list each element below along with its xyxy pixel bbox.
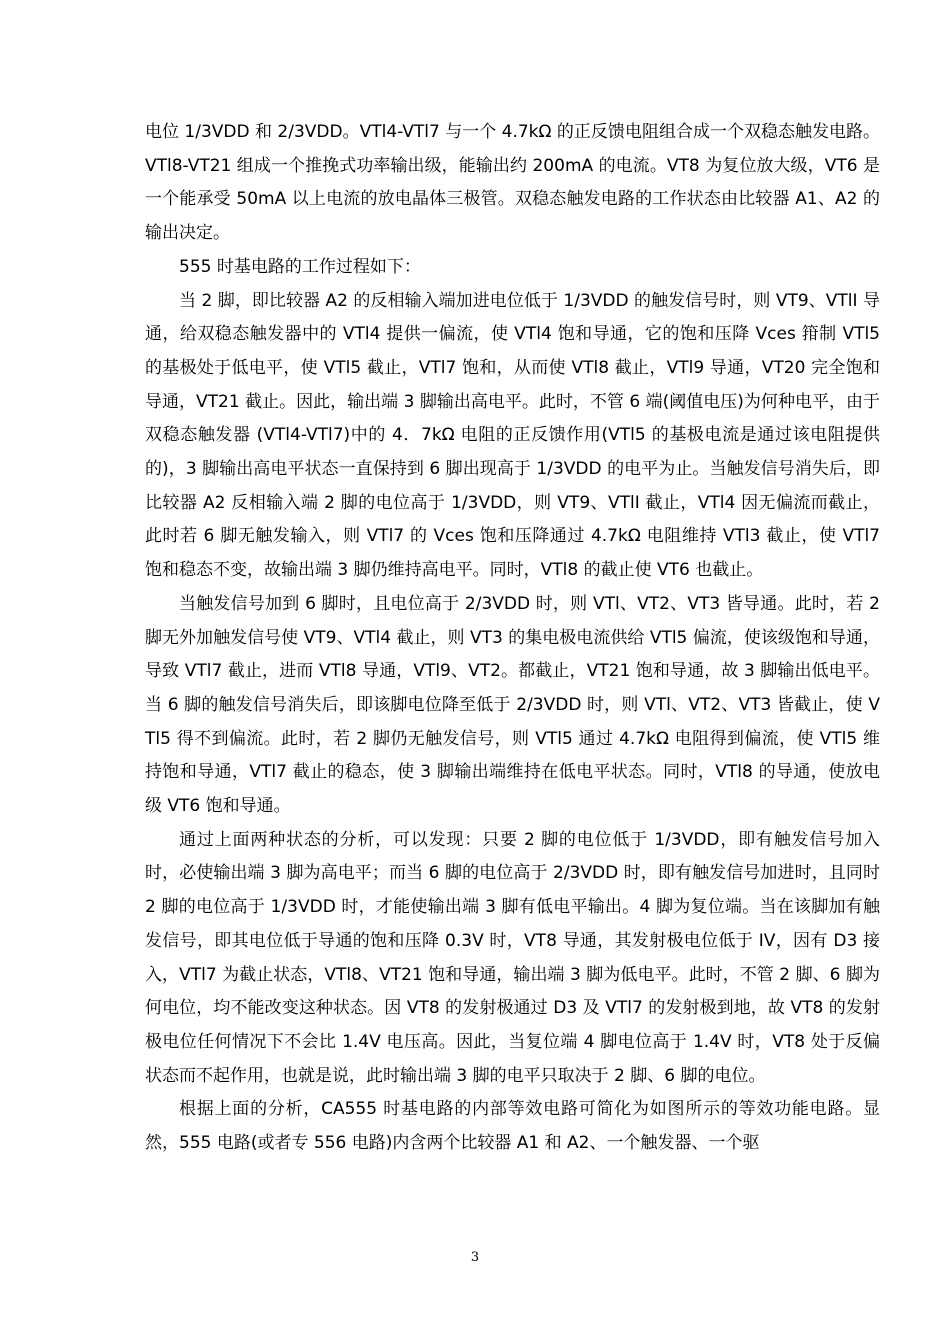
paragraph-continuation: 电位 1/3VDD 和 2/3VDD。VTl4-VTl7 与一个 4.7kΩ 的正反馈电阻组合成一个双稳态触发电路。VTl8-VT21 组成一个推挽式功率输出级，能输出约 200mA 的电流。VT8 为复位放大级，VT6 是一个能承受 50mA 以上电流的放电晶体三极管。双稳态触发电路的工作状态由比较器 A1、A2 的输出决定。 bbox=[145, 122, 880, 244]
paragraph-process-intro: 555 时基电路的工作过程如下： bbox=[179, 256, 421, 277]
paragraph-trigger-pin6: 当触发信号加到 6 脚时，且电位高于 2/3VDD 时，则 VTl、VT2、VT3 皆导通。此时，若 2 脚无外加触发信号使 VT9、VTl4 截止，则 VT3 的集电极电流供给 VTl5 偏流，使该级饱和导通，导致 VTl7 截止，进而 VTl8 导通，VTl9、VT2。都截止，VT21 饱和导通，故 3 脚输出低电平。当 6 脚的触发信号消失后，即该脚电位降至低于 2/3VDD 时，则 VTl、VT2、VT3 皆截止，使 VTl5 得不到偏流。此时，若 2 脚仍无触发信号，则 VTl5 通过 4.7kΩ 电阻得到偏流，使 VTl5 维持饱和导通，VTl7 截止的稳态，使 3 脚输出端维持在低电平状态。同时，VTl8 的导通，使放电级 VT6 饱和导通。 bbox=[145, 593, 880, 817]
paragraph-equivalent-circuit: 根据上面的分析，CA555 时基电路的内部等效电路可简化为如图所示的等效功能电路。显然，555 电路(或者专 556 电路)内含两个比较器 A1 和 A2、一个触发器、一个驱 bbox=[145, 1099, 880, 1154]
page-number: 3 bbox=[470, 1250, 480, 1265]
paragraph-trigger-pin2: 当 2 脚，即比较器 A2 的反相输入端加进电位低于 1/3VDD 的触发信号时，则 VT9、VTlI 导通，给双稳态触发器中的 VTl4 提供一偏流，使 VTl4 饱和导通，它的饱和压降 Vces 箝制 VTl5 的基极处于低电平，使 VTl5 截止，VTl7 饱和，从而使 VTl8 截止，VTl9 导通，VT20 完全饱和导通，VT21 截止。因此，输出端 3 脚输出高电平。此时，不管 6 端(阈值电压)为何种电平，由于双稳态触发器 (VTl4-VTl7)中的 4．7kΩ 电阻的正反馈作用(VTl5 的基极电流是通过该电阻提供的)，3 脚输出高电平状态一直保持到 6 脚出现高于 1/3VDD 的电平为止。当触发信号消失后，即比较器 A2 反相输入端 2 脚的电位高于 1/3VDD，则 VT9、VTlI 截止，VTl4 因无偏流而截止，此时若 6 脚无触发输入，则 VTl7 的 Vces 饱和压降通过 4.7kΩ 电阻维持 VTl3 截止，使 VTl7 饱和稳态不变，故输出端 3 脚仍维持高电平。同时，VTl8 的截止使 VT6 也截止。 bbox=[145, 290, 880, 581]
page-body bbox=[145, 116, 880, 1161]
paragraph-state-analysis: 通过上面两种状态的分析，可以发现：只要 2 脚的电位低于 1/3VDD，即有触发信号加入时，必使输出端 3 脚为高电平；而当 6 脚的电位高于 2/3VDD 时，即有触发信号加进时，且同时 2 脚的电位高于 1/3VDD 时，才能使输出端 3 脚有低电平输出。4 脚为复位端。当在该脚加有触发信号，即其电位低于导通的饱和压降 0.3V 时，VT8 导通，其发射极电位低于 IV，因有 D3 接入，VTl7 为截止状态，VTl8、VT21 饱和导通，输出端 3 脚为低电平。此时，不管 2 脚、6 脚为何电位，均不能改变这种状态。因 VT8 的发射极通过 D3 及 VTl7 的发射极到地，故 VT8 的发射极电位任何情况下不会比 1.4V 电压高。因此，当复位端 4 脚电位高于 1.4V 时，VT8 处于反偏状态而不起作用，也就是说，此时输出端 3 脚的电平只取决于 2 脚、6 脚的电位。 bbox=[145, 829, 880, 1086]
